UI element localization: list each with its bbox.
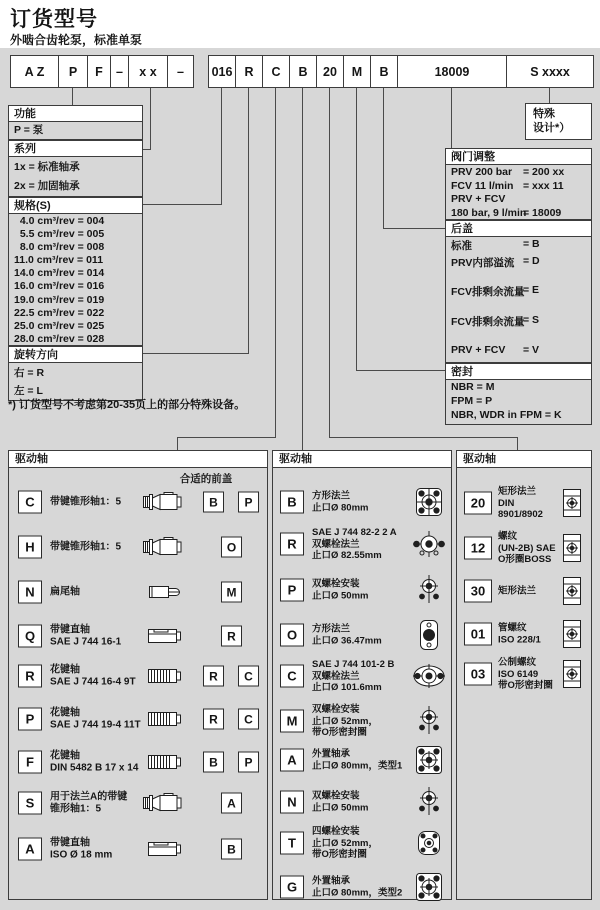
flange-code-box: R: [280, 533, 304, 556]
connector-line: [549, 88, 550, 104]
code-cell-18009: 18009: [398, 56, 507, 87]
connector-line: [177, 437, 276, 438]
flange-code-box: N: [280, 791, 304, 814]
row-label: [50, 586, 142, 598]
flange-code-box: A: [280, 749, 304, 772]
label-line: 止口Ø 52mm，: [312, 715, 378, 727]
label-line: SAE J 744 19-4 11T: [50, 719, 141, 730]
label-line: 矩形法兰: [498, 485, 537, 497]
label-line: 带键锥形轴1：5: [50, 496, 122, 508]
row-label: FPM = P: [451, 395, 493, 407]
label-line: 带键直轴: [50, 837, 90, 849]
port-column-header: 驱动轴: [456, 450, 592, 468]
label-line: 带键锥形轴1：5: [50, 541, 122, 553]
section-row: [451, 409, 586, 423]
label-line: 双螺栓安装: [312, 790, 360, 802]
flange-code-box: B: [280, 491, 304, 514]
row-label: [50, 751, 142, 774]
section-row: 8.0 cm³/rev = 008: [14, 241, 105, 254]
row-value: = S: [523, 314, 540, 326]
row-value: = B: [523, 238, 540, 250]
section-content: [445, 165, 592, 220]
shaft-code-box: Q: [18, 625, 42, 648]
flange-row: [272, 527, 452, 561]
section-row: 25.0 cm³/rev = 025: [14, 319, 105, 332]
shaft-row: [8, 704, 268, 734]
row-label: [498, 657, 560, 692]
code-cell-b: B: [371, 56, 398, 87]
flange-code-box: T: [280, 832, 304, 855]
row-label: [312, 579, 414, 602]
label-line: 四螺栓安装: [312, 825, 360, 837]
section-header: 规格(S): [8, 197, 143, 214]
section-row: [451, 381, 586, 395]
label-line: O形圈BOSS: [498, 553, 552, 565]
connector-line: [383, 228, 446, 229]
row-value: = 200 xx: [523, 166, 565, 178]
row-label: [312, 749, 414, 772]
flange-bearing-icon: [412, 870, 446, 904]
special-design-line2: 设计*）: [533, 122, 571, 134]
flange-row: [272, 785, 452, 819]
row-label: [498, 623, 560, 646]
code-cell-–: –: [111, 56, 129, 87]
connector-line: [356, 370, 446, 371]
connector-line: [383, 88, 384, 229]
connector-line: [143, 353, 249, 354]
flange-2bolt-icon: [412, 785, 446, 819]
cover-letter-box: A: [221, 793, 242, 814]
shaft-code-box: C: [18, 491, 42, 514]
flange-row: [272, 485, 452, 519]
row-label: FCV排剩余流量: [451, 286, 525, 298]
shaft-code-box: R: [18, 665, 42, 688]
section-row: 11.0 cm³/rev = 011: [14, 254, 104, 267]
label-line: 止口Ø 50mm: [312, 590, 369, 601]
section-header: 后盖: [445, 220, 592, 237]
connector-line: [143, 149, 151, 150]
row-label: NBR, WDR in FPM = K: [451, 409, 562, 421]
section-row: 19.0 cm³/rev = 019: [14, 293, 105, 306]
footnote: *) 订货型号不考虑第20-35页上的部分特殊设备。: [8, 399, 246, 411]
row-label: [50, 665, 142, 688]
shaft-tang-icon: [142, 579, 188, 605]
connector-line: [150, 88, 151, 150]
flange-2bolt-icon: [412, 704, 446, 738]
label-line: 带O形密封圈: [312, 726, 367, 738]
section-row: 14.0 cm³/rev = 014: [14, 267, 105, 280]
row-label: 标准: [451, 240, 472, 252]
cover-letter-box: P: [238, 492, 259, 513]
section-row: [451, 238, 586, 255]
row-label: [312, 527, 414, 562]
label-line: SAE J 744 16-4 9T: [50, 676, 136, 687]
port-icon: [560, 576, 584, 606]
section-row: 16.0 cm³/rev = 016: [14, 280, 105, 293]
page-title: 订货型号: [10, 8, 98, 31]
row-label: [312, 704, 414, 739]
connector-line: [356, 88, 357, 371]
special-design-line1: 特殊: [533, 108, 555, 120]
section-content: [8, 122, 143, 140]
front-cover-subheader: 合适的前盖: [179, 473, 233, 485]
shaft-code-box: S: [18, 792, 42, 815]
code-cell-f: F: [88, 56, 111, 87]
section-row: 5.5 cm³/rev = 005: [14, 228, 105, 241]
shaft-key-icon: [142, 623, 188, 649]
port-code-box: 12: [464, 537, 492, 560]
label-line: 双螺栓安装: [312, 578, 360, 590]
port-row: [456, 574, 592, 608]
port-icon: [560, 488, 584, 518]
row-label: NBR = M: [451, 381, 495, 393]
label-line: DIN 8901/8902: [498, 497, 543, 520]
connector-line: [143, 204, 222, 205]
shaft-row: [8, 788, 268, 818]
flange-oval-icon: [412, 659, 446, 693]
section-row: [451, 255, 586, 284]
label-line: 双螺栓法兰: [312, 538, 360, 550]
code-cell-016: 016: [209, 56, 236, 87]
shaft-row: [8, 487, 268, 517]
label-line: SAE J 744 16-1: [50, 636, 122, 647]
section-row: [451, 166, 586, 180]
code-cell-b: B: [290, 56, 317, 87]
label-line: 公制螺纹: [498, 656, 537, 668]
section-row: [451, 314, 586, 344]
section-header: 密封: [445, 363, 592, 380]
row-label: [50, 541, 142, 553]
label-line: ISO 228/1: [498, 634, 541, 645]
port-row: [456, 531, 592, 565]
row-value: = D: [523, 255, 540, 267]
flange-row: [272, 704, 452, 738]
section-row: 4.0 cm³/rev = 004: [14, 215, 105, 227]
port-code-box: 30: [464, 580, 492, 603]
label-line: 方形法兰: [312, 490, 351, 502]
flange-row: [272, 573, 452, 607]
flange-code-box: P: [280, 579, 304, 602]
label-line: 止口Ø 50mm: [312, 802, 369, 813]
shaft-code-box: N: [18, 581, 42, 604]
label-line: 带O形密封圈: [312, 848, 367, 860]
label-line: 带键直轴: [50, 624, 90, 636]
shaft-spline-icon: [142, 706, 188, 732]
section-header: 旋转方向: [8, 346, 143, 363]
row-label: [50, 496, 142, 508]
row-label: [312, 876, 414, 899]
label-line: 管螺纹: [498, 622, 527, 634]
shaft-code-box: A: [18, 838, 42, 861]
label-line: 螺纹: [498, 530, 518, 542]
port-icon: [560, 659, 584, 689]
row-label: [50, 625, 142, 648]
shaft-taper-icon: [142, 489, 188, 515]
port-code-box: 01: [464, 623, 492, 646]
flange-square-icon: [412, 485, 446, 519]
connector-line: [329, 88, 330, 438]
label-line: 止口Ø 80mm，类型2: [312, 887, 403, 898]
code-cell-p: P: [59, 56, 88, 87]
row-value: = 18009: [523, 206, 562, 219]
flange-row: [272, 743, 452, 777]
shaft-taper-icon: [142, 790, 188, 816]
section-row: 22.5 cm³/rev = 022: [14, 306, 105, 319]
row-label: [312, 659, 414, 694]
shaft-row: [8, 661, 268, 691]
section-row: 1x = 标准轴承: [14, 161, 80, 173]
connector-line: [72, 88, 73, 105]
flange-2bolt-icon: [412, 573, 446, 607]
code-cell-xx: x x: [129, 56, 168, 87]
label-line: 止口Ø 52mm，: [312, 837, 378, 849]
port-code-box: 03: [464, 663, 492, 686]
section-row: [451, 344, 586, 361]
flange-bearing-icon: [412, 743, 446, 777]
label-line: 双螺栓法兰: [312, 670, 360, 682]
flange-code-box: M: [280, 710, 304, 733]
connector-line: [221, 88, 222, 205]
row-label: [498, 585, 560, 597]
shaft-row: [8, 747, 268, 777]
connector-line: [517, 437, 518, 451]
label-line: SAE J 744 82-2 2 A: [312, 526, 397, 538]
section-row: [451, 193, 586, 207]
section-row: 左 = L: [14, 385, 43, 397]
row-label: PRV内部溢流: [451, 257, 515, 269]
row-label: PRV + FCV: [451, 193, 506, 205]
label-line: 花键轴: [50, 664, 80, 676]
connector-line: [302, 88, 303, 451]
label-line: 用于法兰A的带键: [50, 791, 128, 803]
code-box-right: [208, 55, 594, 88]
flange-code-box: O: [280, 624, 304, 647]
row-label: [50, 792, 142, 815]
section-header: 阀门调整: [445, 148, 592, 165]
connector-line: [177, 437, 178, 451]
flange-code-box: G: [280, 876, 304, 899]
shaft-spline-icon: [142, 663, 188, 689]
flange-row: [272, 659, 452, 693]
flange-code-box: C: [280, 665, 304, 688]
label-line: 止口Ø 101.6mm: [312, 681, 382, 693]
section-row: 28.0 cm³/rev = 028: [14, 332, 105, 345]
label-line: 止口Ø 80mm，类型1: [312, 760, 403, 771]
label-line: 方形法兰: [312, 623, 351, 635]
cover-letter-box: C: [238, 709, 259, 730]
shaft-row: [8, 621, 268, 651]
section-row: [451, 180, 586, 194]
shaft-taper-icon: [142, 534, 188, 560]
section-row: P = 泵: [14, 124, 44, 136]
section-row: [451, 207, 586, 221]
code-cell-20: 20: [317, 56, 344, 87]
connector-line: [451, 88, 452, 149]
row-value: = E: [523, 284, 540, 296]
row-label: PRV 200 bar: [451, 166, 513, 178]
row-value: = xxx 11: [523, 179, 564, 192]
label-line: 止口Ø 82.55mm: [312, 549, 382, 561]
row-label: [312, 624, 414, 647]
row-label: [498, 486, 560, 521]
label-line: DIN 5482 B 17 x 14: [50, 762, 139, 773]
shaft-key-icon: [142, 836, 188, 862]
section-content: [445, 380, 592, 425]
port-icon: [560, 533, 584, 563]
cover-letter-box: R: [203, 709, 224, 730]
shaft-code-box: H: [18, 536, 42, 559]
section-header: 功能: [8, 105, 143, 122]
label-line: 花键轴: [50, 750, 80, 762]
code-cell-c: C: [263, 56, 290, 87]
row-label: [50, 838, 142, 861]
label-line: 外置轴承: [312, 748, 351, 760]
label-line: 止口Ø 36.47mm: [312, 635, 382, 646]
label-line: 锥形轴1：5: [50, 803, 102, 814]
port-code-box: 20: [464, 492, 492, 515]
code-box-left: [10, 55, 194, 88]
flange-row: [272, 618, 452, 652]
code-cell-–: –: [177, 64, 184, 79]
port-row: [456, 617, 592, 651]
cover-letter-box: R: [221, 626, 242, 647]
row-label: [50, 708, 142, 731]
row-label: FCV 11 l/min: [451, 179, 514, 192]
section-content: [445, 237, 592, 363]
label-line: ISO 6149: [498, 668, 539, 680]
flange-column-header: 驱动轴: [272, 450, 452, 468]
section-header: 系列: [8, 140, 143, 157]
flange-4bolt-icon: [412, 826, 446, 860]
section-row: [451, 395, 586, 409]
row-label: [312, 791, 414, 814]
port-row: [456, 657, 592, 691]
page-subtitle: 外啮合齿轮泵，标准单泵: [10, 33, 143, 47]
section-row: 右 = R: [14, 367, 45, 379]
label-line: 止口Ø 80mm: [312, 502, 369, 513]
row-value: = V: [523, 344, 540, 356]
label-line: ISO Ø 18 mm: [50, 849, 113, 860]
label-line: 花键轴: [50, 707, 80, 719]
section-content: [8, 157, 143, 197]
row-label: [498, 531, 560, 566]
row-label: PRV + FCV: [451, 344, 506, 356]
shaft-row: [8, 532, 268, 562]
flange-square-small-icon: [412, 618, 446, 652]
section-content: [8, 214, 143, 346]
cover-letter-box: B: [203, 492, 224, 513]
flange-row: [272, 870, 452, 904]
section-row: [451, 284, 586, 314]
shaft-code-box: F: [18, 751, 42, 774]
label-line: 外置轴承: [312, 875, 351, 887]
cover-letter-box: P: [238, 752, 259, 773]
special-design-box: [525, 103, 592, 140]
label-line: 带O形密封圈: [498, 679, 553, 691]
code-cell-m: M: [344, 56, 371, 87]
cover-letter-box: M: [221, 582, 242, 603]
flange-2bolt-wide-icon: [412, 527, 446, 561]
flange-row: [272, 826, 452, 860]
cover-letter-box: R: [203, 666, 224, 687]
cover-letter-box: B: [203, 752, 224, 773]
code-cell-sxxxx: S xxxx: [530, 64, 570, 79]
label-line: (UN-2B) SAE: [498, 542, 556, 554]
port-icon: [560, 619, 584, 649]
section-row: 2x = 加固轴承: [14, 180, 80, 192]
row-label: [312, 826, 414, 861]
cover-letter-box: B: [221, 839, 242, 860]
shaft-column-header: 驱动轴: [8, 450, 268, 468]
shaft-row: [8, 834, 268, 864]
code-cell-r: R: [236, 56, 263, 87]
shaft-spline-icon: [142, 749, 188, 775]
label-line: 矩形法兰: [498, 585, 537, 597]
connector-line: [275, 88, 276, 438]
cover-letter-box: O: [221, 537, 242, 558]
code-cell-az: A Z: [11, 56, 59, 87]
label-line: 扁尾轴: [50, 586, 80, 598]
label-line: 双螺栓安装: [312, 703, 360, 715]
cover-letter-box: C: [238, 666, 259, 687]
row-label: 180 bar, 9 l/min: [451, 206, 527, 219]
label-line: SAE J 744 101-2 B: [312, 658, 395, 670]
port-row: [456, 486, 592, 520]
shaft-row: [8, 577, 268, 607]
shaft-code-box: P: [18, 708, 42, 731]
row-label: FCV排剩余流量: [451, 316, 525, 328]
connector-line: [248, 88, 249, 354]
row-label: [312, 491, 414, 514]
connector-line: [329, 437, 518, 438]
